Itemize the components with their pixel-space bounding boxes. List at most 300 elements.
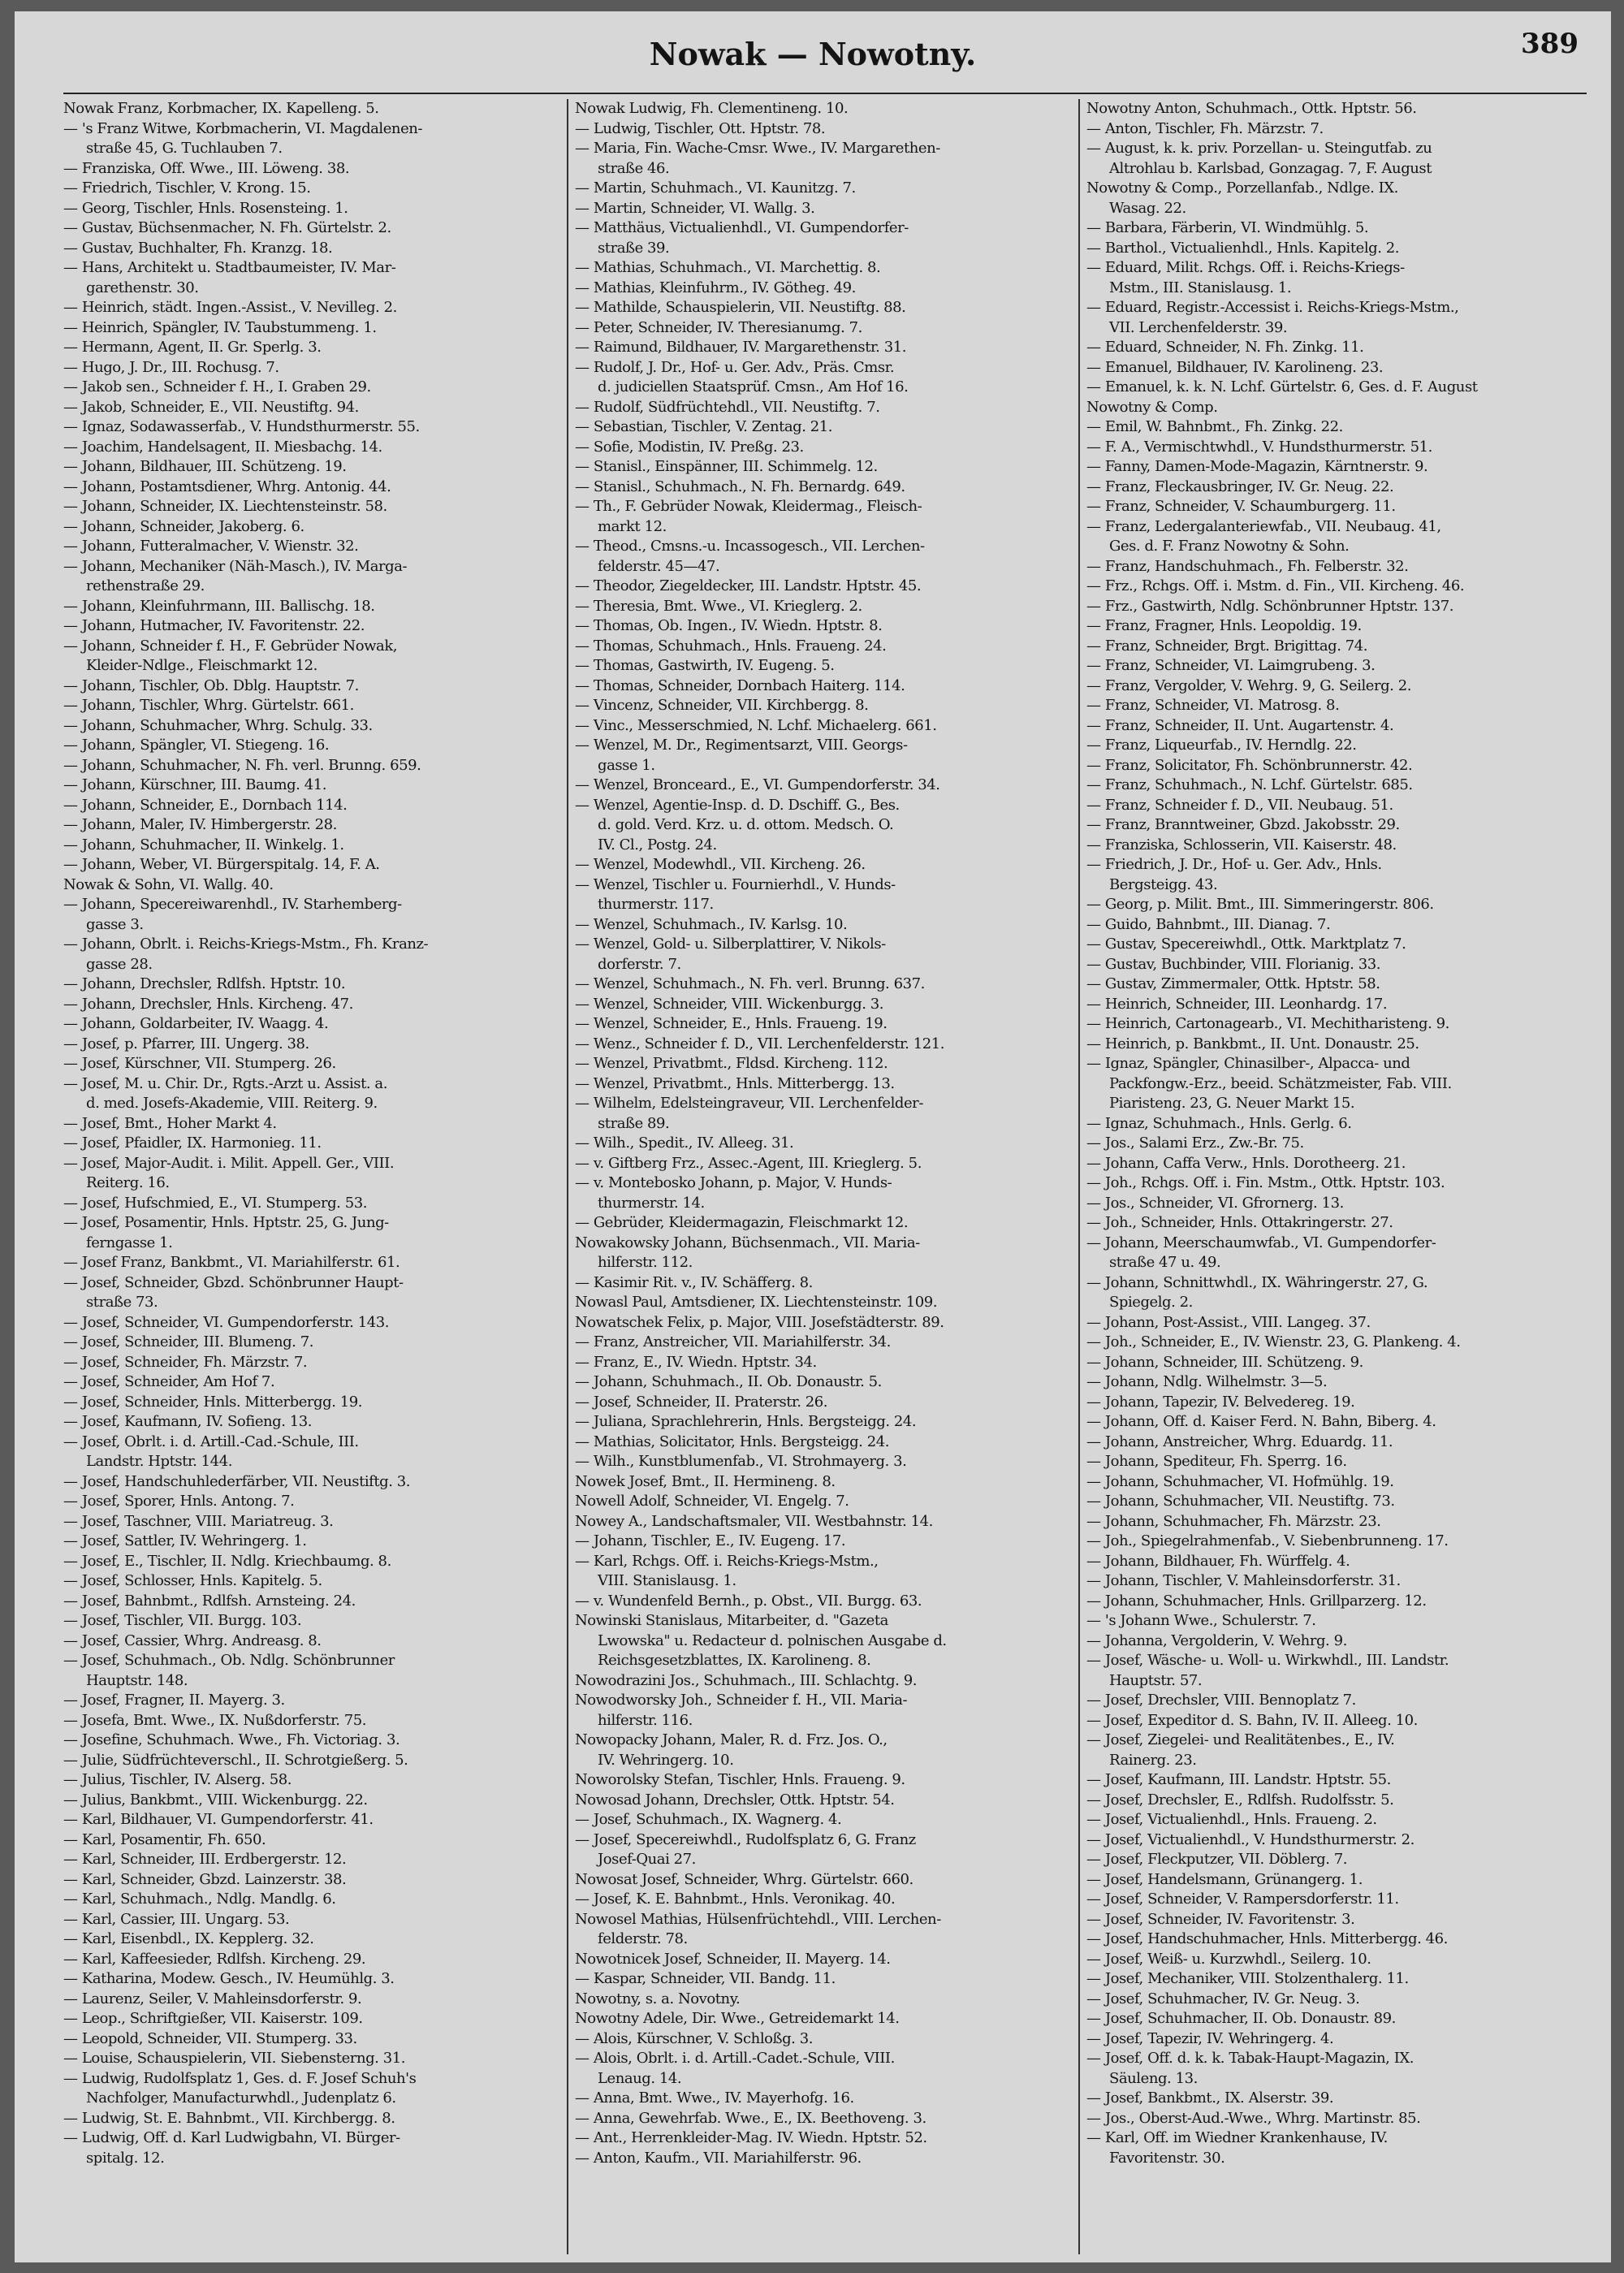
directory-line: — Johann, Goldarbeiter, IV. Waagg. 4. bbox=[63, 1015, 329, 1032]
directory-line: — Josef, Specereiwhdl., Rudolfsplatz 6, G. Franz bbox=[575, 1830, 916, 1848]
directory-line: — Heinrich, Cartonagearb., VI. Mechitharisteng. 9. bbox=[1086, 1015, 1449, 1032]
directory-line: — Josef, E., Tischler, II. Ndlg. Kriechbaumg. 8. bbox=[63, 1552, 391, 1570]
directory-line: — Franz, Schneider f. D., VII. Neubaug. 51. bbox=[1086, 796, 1393, 814]
directory-line: — Josef, Schuhmach., IX. Wagnerg. 4. bbox=[575, 1811, 842, 1828]
directory-line: — Johann, Schneider, Jakoberg. 6. bbox=[63, 517, 304, 535]
directory-line: — Josef, Wäsche- u. Woll- u. Wirkwhdl., III. Landstr. bbox=[1086, 1652, 1449, 1669]
directory-line: — Gustav, Büchsenmacher, N. Fh. Gürtelstr. 2. bbox=[63, 219, 391, 236]
directory-line: — Johann, Spediteur, Fh. Sperrg. 16. bbox=[1086, 1453, 1347, 1470]
directory-line: — Johann, Tischler, Ob. Dblg. Hauptstr. 7. bbox=[63, 676, 359, 694]
directory-line: — Wenz., Schneider f. D., VII. Lerchenfelderstr. 121. bbox=[575, 1035, 944, 1052]
directory-line: — Eduard, Registr.-Accessist i. Reichs-Kriegs-Mstm., bbox=[1086, 299, 1459, 316]
directory-line: — 's Johann Wwe., Schulerstr. 7. bbox=[1086, 1612, 1316, 1629]
directory-line: — Johann, Tapezir, IV. Belvedereg. 19. bbox=[1086, 1393, 1355, 1411]
directory-line: — Josef, Kürschner, VII. Stumperg. 26. bbox=[63, 1055, 336, 1072]
directory-line: — Wenzel, Schuhmach., IV. Karlsg. 10. bbox=[575, 915, 848, 933]
directory-line: — August, k. k. priv. Porzellan- u. Steingutfab. zu bbox=[1086, 140, 1432, 157]
directory-line: Nowotny Adele, Dir. Wwe., Getreidemarkt 14. bbox=[575, 2010, 900, 2027]
directory-line: ferngasse 1. bbox=[86, 1234, 173, 1251]
directory-line: — Wenzel, Bronceard., E., VI. Gumpendorferstr. 34. bbox=[575, 776, 940, 793]
directory-line: Nowodworsky Joh., Schneider f. H., VII. Maria- bbox=[575, 1692, 908, 1709]
directory-line: — Johann, Weber, VI. Bürgerspitalg. 14, F. A. bbox=[63, 856, 380, 873]
directory-line: — Josef, Weiß- u. Kurzwhdl., Seilerg. 10. bbox=[1086, 1950, 1371, 1968]
directory-line: markt 12. bbox=[598, 517, 667, 535]
directory-line: — Rudolf, J. Dr., Hof- u. Ger. Adv., Präs. Cmsr. bbox=[575, 358, 895, 376]
directory-line: d. judiciellen Staatsprüf. Cmsn., Am Hof 16. bbox=[598, 378, 909, 395]
directory-line: — Fanny, Damen-Mode-Magazin, Kärntnerstr. 9. bbox=[1086, 458, 1428, 475]
directory-line: — Josef, Schuhmacher, IV. Gr. Neug. 3. bbox=[1086, 1990, 1360, 2007]
directory-line: — Anna, Bmt. Wwe., IV. Mayerhofg. 16. bbox=[575, 2089, 854, 2107]
directory-line: — Josef, Victualienhdl., Hnls. Fraueng. 2. bbox=[1086, 1811, 1377, 1828]
directory-line: — Karl, Eisenbdl., IX. Kepplerg. 32. bbox=[63, 1930, 314, 1947]
directory-line: felderstr. 45—47. bbox=[598, 557, 720, 575]
directory-line: — Josef, Handelsmann, Grünangerg. 1. bbox=[1086, 1870, 1363, 1888]
directory-line: — Eduard, Milit. Rchgs. Off. i. Reichs-Kriegs- bbox=[1086, 259, 1405, 276]
directory-line: d. med. Josefs-Akademie, VIII. Reiterg. 9. bbox=[86, 1095, 378, 1112]
directory-line: — Josef, Drechsler, VIII. Bennoplatz 7. bbox=[1086, 1692, 1356, 1709]
directory-line: Noworolsky Stefan, Tischler, Hnls. Fraueng. 9. bbox=[575, 1771, 905, 1788]
directory-line: — Franz, Vergolder, V. Wehrg. 9, G. Seilerg. 2. bbox=[1086, 676, 1411, 694]
directory-line: straße 46. bbox=[598, 159, 670, 177]
directory-line: — Katharina, Modew. Gesch., IV. Heumühlg. 3. bbox=[63, 1970, 395, 1987]
directory-line: Nowey A., Landschaftsmaler, VII. Westbahnstr. 14. bbox=[575, 1512, 933, 1530]
directory-line: Nowotny & Comp. bbox=[1086, 398, 1218, 416]
directory-line: — Joachim, Handelsagent, II. Miesbachg. 14. bbox=[63, 438, 382, 456]
directory-line: gasse 28. bbox=[86, 955, 153, 973]
directory-line: — Franziska, Off. Wwe., III. Löweng. 38. bbox=[63, 159, 350, 177]
directory-line: — Johann, Schuhmacher, Fh. Märzstr. 23. bbox=[1086, 1512, 1381, 1530]
directory-line: — Friedrich, J. Dr., Hof- u. Ger. Adv., Hnls. bbox=[1086, 856, 1382, 873]
directory-line: — Stanisl., Schuhmach., N. Fh. Bernardg. 649. bbox=[575, 478, 905, 495]
column-divider bbox=[1078, 99, 1080, 2254]
directory-line: Nowak Ludwig, Fh. Clementineng. 10. bbox=[575, 100, 849, 117]
directory-line: — Wenzel, Schneider, VIII. Wickenburgg. 3. bbox=[575, 995, 884, 1013]
directory-line: — Georg, p. Milit. Bmt., III. Simmeringerstr. 806. bbox=[1086, 896, 1434, 913]
directory-line: d. gold. Verd. Krz. u. d. ottom. Medsch. O. bbox=[598, 816, 894, 833]
directory-line: Nowopacky Johann, Maler, R. d. Frz. Jos. O., bbox=[575, 1731, 888, 1748]
directory-line: Nowotny, s. a. Novotny. bbox=[575, 1990, 741, 2007]
directory-line: — Johann, Schuhmach., II. Ob. Donaustr. 5. bbox=[575, 1373, 882, 1390]
directory-line: — Josef, Expeditor d. S. Bahn, IV. II. Alleeg. 10. bbox=[1086, 1711, 1418, 1729]
directory-line: — Hermann, Agent, II. Gr. Sperlg. 3. bbox=[63, 339, 322, 356]
directory-line: — Ant., Herrenkleider-Mag. IV. Wiedn. Hptstr. 52. bbox=[575, 2129, 927, 2146]
directory-line: Reichsgesetzblattes, IX. Karolineng. 8. bbox=[598, 1652, 871, 1669]
directory-line: — Johann, Tischler, E., IV. Eugeng. 17. bbox=[575, 1532, 846, 1549]
directory-line: — Josef, Kaufmann, IV. Sofieng. 13. bbox=[63, 1413, 313, 1430]
directory-line: Mstm., III. Stanislausg. 1. bbox=[1109, 279, 1292, 296]
directory-line: — Johann, Spängler, VI. Stiegeng. 16. bbox=[63, 737, 330, 754]
directory-line: — Johann, Schuhmacher, Hnls. Grillparzerg. 12. bbox=[1086, 1592, 1427, 1610]
directory-line: — Barthol., Victualienhdl., Hnls. Kapitelg. 2. bbox=[1086, 239, 1400, 257]
directory-line: — Karl, Kaffeesieder, Rdlfsh. Kircheng. 29. bbox=[63, 1950, 366, 1968]
directory-line: straße 45, G. Tuchlauben 7. bbox=[86, 140, 283, 157]
directory-line: — Theod., Cmsns.-u. Incassogesch., VII. Lerchen- bbox=[575, 538, 925, 555]
directory-line: gasse 1. bbox=[598, 756, 655, 774]
directory-line: — Theresia, Bmt. Wwe., VI. Krieglerg. 2. bbox=[575, 597, 862, 615]
directory-line: — Johann, Schuhmacher, VI. Hofmühlg. 19. bbox=[1086, 1472, 1394, 1490]
directory-line: — Josef, Off. d. k. k. Tabak-Haupt-Magazin, IX. bbox=[1086, 2050, 1414, 2067]
directory-line: Nowodrazini Jos., Schuhmach., III. Schlachtg. 9. bbox=[575, 1671, 917, 1689]
directory-line: — Gustav, Buchbinder, VIII. Florianig. 33. bbox=[1086, 955, 1380, 973]
directory-line: — Franz, Fleckausbringer, IV. Gr. Neug. 22. bbox=[1086, 478, 1394, 495]
directory-line: — Josefine, Schuhmach. Wwe., Fh. Victoriag. 3. bbox=[63, 1731, 400, 1748]
column-divider bbox=[567, 99, 568, 2254]
directory-line: — Josef, Bahnbmt., Rdlfsh. Arnsteing. 24. bbox=[63, 1592, 356, 1610]
page-title: Nowak — Nowotny. bbox=[649, 36, 977, 72]
directory-column-3 bbox=[1086, 99, 1583, 2254]
directory-line: — Josef, p. Pfarrer, III. Ungerg. 38. bbox=[63, 1035, 309, 1052]
directory-line: — Johann, Obrlt. i. Reichs-Kriegs-Mstm., Fh. Kranz- bbox=[63, 936, 429, 953]
directory-line: — Karl, Schuhmach., Ndlg. Mandlg. 6. bbox=[63, 1891, 336, 1908]
directory-line: — Martin, Schuhmach., VI. Kaunitzg. 7. bbox=[575, 179, 856, 197]
directory-line: Landstr. Hptstr. 144. bbox=[86, 1453, 232, 1470]
directory-line: — Franz, Schneider, VI. Laimgrubeng. 3. bbox=[1086, 657, 1376, 674]
directory-line: — Maria, Fin. Wache-Cmsr. Wwe., IV. Margarethen- bbox=[575, 140, 940, 157]
directory-line: — Johann, Drechsler, Rdlfsh. Hptstr. 10. bbox=[63, 975, 346, 992]
directory-line: — Josef, Sporer, Hnls. Antong. 7. bbox=[63, 1493, 295, 1510]
directory-line: — Johann, Kürschner, III. Baumg. 41. bbox=[63, 776, 326, 793]
directory-line: — Julius, Tischler, IV. Alserg. 58. bbox=[63, 1771, 292, 1788]
directory-line: Kleider-Ndlge., Fleischmarkt 12. bbox=[86, 657, 317, 674]
directory-line: — Alois, Obrlt. i. d. Artill.-Cadet.-Schule, VIII. bbox=[575, 2050, 895, 2067]
directory-line: — Franz, Handschuhmach., Fh. Felberstr. 32. bbox=[1086, 557, 1409, 575]
directory-line: — Martin, Schneider, VI. Wallg. 3. bbox=[575, 199, 815, 217]
directory-line: — Julius, Bankbmt., VIII. Wickenburgg. 22. bbox=[63, 1791, 368, 1808]
directory-line: Nowak & Sohn, VI. Wallg. 40. bbox=[63, 875, 274, 893]
directory-line: — Louise, Schauspielerin, VII. Siebensterng. 31. bbox=[63, 2050, 405, 2067]
directory-line: — Emil, W. Bahnbmt., Fh. Zinkg. 22. bbox=[1086, 418, 1343, 435]
directory-line: — Franz, E., IV. Wiedn. Hptstr. 34. bbox=[575, 1353, 817, 1371]
directory-line: — Wenzel, Gold- u. Silberplattirer, V. Nikols- bbox=[575, 936, 886, 953]
directory-line: Nowotny Anton, Schuhmach., Ottk. Hptstr. 56. bbox=[1086, 100, 1417, 117]
directory-line: — Sofie, Modistin, IV. Preßg. 23. bbox=[575, 438, 804, 456]
directory-line: — Franz, Liqueurfab., IV. Herndlg. 22. bbox=[1086, 737, 1357, 754]
directory-line: — Franz, Schneider, V. Schaumburgerg. 11. bbox=[1086, 498, 1396, 515]
directory-line: VIII. Stanislausg. 1. bbox=[598, 1572, 736, 1589]
directory-line: — Anna, Gewehrfab. Wwe., E., IX. Beethoveng. 3. bbox=[575, 2109, 926, 2127]
directory-line: — Johann, Specereiwarenhdl., IV. Starhemberg- bbox=[63, 896, 402, 913]
directory-line: — Kaspar, Schneider, VII. Bandg. 11. bbox=[575, 1970, 836, 1987]
directory-line: Altrohlau b. Karlsbad, Gonzagag. 7, F. August bbox=[1109, 159, 1432, 177]
directory-line: — Johann, Ndlg. Wilhelmstr. 3—5. bbox=[1086, 1373, 1328, 1390]
directory-line: VII. Lerchenfelderstr. 39. bbox=[1109, 318, 1288, 336]
directory-line: Lwowska" u. Redacteur d. polnischen Ausgabe d. bbox=[598, 1631, 947, 1649]
directory-column-2 bbox=[575, 99, 1072, 2254]
directory-line: — Emanuel, Bildhauer, IV. Karolineng. 23. bbox=[1086, 358, 1384, 376]
directory-line: — Josef, Schuhmach., Ob. Ndlg. Schönbrunner bbox=[63, 1652, 395, 1669]
directory-line: — Johann, Anstreicher, Whrg. Eduardg. 11. bbox=[1086, 1433, 1393, 1450]
directory-line: Nowosel Mathias, Hülsenfrüchtehdl., VIII. Lerchen- bbox=[575, 1910, 941, 1928]
directory-line: — Johann, Maler, IV. Himbergerstr. 28. bbox=[63, 816, 337, 833]
directory-line: — Josef Franz, Bankbmt., VI. Mariahilferstr. 61. bbox=[63, 1254, 400, 1271]
directory-line: — Wenzel, Agentie-Insp. d. D. Dschiff. G., Bes. bbox=[575, 796, 900, 814]
directory-line: — Josef, Cassier, Whrg. Andreasg. 8. bbox=[63, 1631, 322, 1649]
page-number: 389 bbox=[1521, 28, 1579, 60]
directory-line: — Johann, Schneider, III. Schützeng. 9. bbox=[1086, 1353, 1363, 1371]
directory-line: dorferstr. 7. bbox=[598, 955, 681, 973]
directory-line: — Georg, Tischler, Hnls. Rosensteing. 1. bbox=[63, 199, 348, 217]
directory-line: — F. A., Vermischtwhdl., V. Hundsthurmerstr. 51. bbox=[1086, 438, 1432, 456]
directory-line: — Guido, Bahnbmt., III. Dianag. 7. bbox=[1086, 915, 1331, 933]
directory-line: Packfongw.-Erz., beeid. Schätzmeister, Fab. VIII. bbox=[1109, 1074, 1452, 1092]
directory-line: Nowek Josef, Bmt., II. Hermineng. 8. bbox=[575, 1472, 836, 1490]
directory-line: Nowotnicek Josef, Schneider, II. Mayerg. 14. bbox=[575, 1950, 891, 1968]
directory-line: Nowotny & Comp., Porzellanfab., Ndlge. IX. bbox=[1086, 179, 1398, 197]
directory-line: — Wilh., Kunstblumenfab., VI. Strohmayerg. 3. bbox=[575, 1453, 907, 1470]
directory-line: — Franz, Schneider, II. Unt. Augartenstr. 4. bbox=[1086, 716, 1394, 734]
directory-line: — Wenzel, Schneider, E., Hnls. Fraueng. 19. bbox=[575, 1015, 888, 1032]
directory-line: — Josef, Kaufmann, III. Landstr. Hptstr. 55. bbox=[1086, 1771, 1391, 1788]
directory-line: — Laurenz, Seiler, V. Mahleinsdorferstr. 9. bbox=[63, 1990, 362, 2007]
directory-line: Spiegelg. 2. bbox=[1109, 1294, 1193, 1311]
directory-line: — Josef, Schneider, II. Praterstr. 26. bbox=[575, 1393, 828, 1411]
directory-line: — Josef, Mechaniker, VIII. Stolzenthalerg. 11. bbox=[1086, 1970, 1409, 1987]
directory-line: — Leopold, Schneider, VII. Stumperg. 33. bbox=[63, 2029, 357, 2047]
directory-line: — Joh., Rchgs. Off. i. Fin. Mstm., Ottk. Hptstr. 103. bbox=[1086, 1174, 1445, 1191]
directory-line: — Johann, Schnittwhdl., IX. Währingerstr. 27, G. bbox=[1086, 1273, 1428, 1291]
directory-line: — Hugo, J. Dr., III. Rochusg. 7. bbox=[63, 358, 279, 376]
directory-line: — Wenzel, Schuhmach., N. Fh. verl. Brunng. 637. bbox=[575, 975, 925, 992]
directory-line: — Josef, K. E. Bahnbmt., Hnls. Veronikag. 40. bbox=[575, 1891, 896, 1908]
directory-line: Hauptstr. 148. bbox=[86, 1671, 188, 1689]
directory-line: — Vinc., Messerschmied, N. Lchf. Michaelerg. 661. bbox=[575, 716, 937, 734]
directory-page bbox=[15, 11, 1611, 2262]
header-rule bbox=[63, 93, 1587, 94]
directory-line: — Anton, Tischler, Fh. Märzstr. 7. bbox=[1086, 119, 1324, 137]
directory-line: — Ludwig, St. E. Bahnbmt., VII. Kirchbergg. 8. bbox=[63, 2109, 395, 2127]
directory-line: — Josef, Sattler, IV. Wehringerg. 1. bbox=[63, 1532, 307, 1549]
directory-line: — Gustav, Buchhalter, Fh. Kranzg. 18. bbox=[63, 239, 333, 257]
directory-line: garethenstr. 30. bbox=[86, 279, 199, 296]
directory-line: — Ludwig, Rudolfsplatz 1, Ges. d. F. Josef Schuh's bbox=[63, 2069, 417, 2087]
directory-line: — Thomas, Gastwirth, IV. Eugeng. 5. bbox=[575, 657, 835, 674]
directory-line: — Johann, Mechaniker (Näh-Masch.), IV. Marga- bbox=[63, 557, 408, 575]
directory-line: — Josef, Pfaidler, IX. Harmonieg. 11. bbox=[63, 1134, 322, 1152]
directory-line: Bergsteigg. 43. bbox=[1109, 875, 1218, 893]
directory-line: — Wenzel, Privatbmt., Hnls. Mitterbergg. 13. bbox=[575, 1074, 895, 1092]
directory-line: — Wenzel, Modewhdl., VII. Kircheng. 26. bbox=[575, 856, 866, 873]
directory-line: felderstr. 78. bbox=[598, 1930, 688, 1947]
directory-line: — Sebastian, Tischler, V. Zentag. 21. bbox=[575, 418, 833, 435]
directory-line: — Mathias, Kleinfuhrm., IV. Götheg. 49. bbox=[575, 279, 856, 296]
directory-line: — Johann, Caffa Verw., Hnls. Dorotheerg. 21. bbox=[1086, 1154, 1406, 1172]
directory-line: — Joh., Schneider, E., IV. Wienstr. 23, G. Plankeng. 4. bbox=[1086, 1333, 1461, 1350]
directory-line: straße 47 u. 49. bbox=[1109, 1254, 1221, 1271]
directory-line: — Josef, Bmt., Hoher Markt 4. bbox=[63, 1114, 277, 1132]
directory-line: — Franz, Ledergalanteriewfab., VII. Neubaug. 41, bbox=[1086, 517, 1441, 535]
directory-line: — Josef, Fragner, II. Mayerg. 3. bbox=[63, 1692, 285, 1709]
directory-line: — Johann, Schneider, E., Dornbach 114. bbox=[63, 796, 348, 814]
directory-line: — Johann, Schuhmacher, Whrg. Schulg. 33. bbox=[63, 716, 373, 734]
directory-line: — Josef, Bankbmt., IX. Alserstr. 39. bbox=[1086, 2089, 1334, 2107]
directory-line: — Josef, Obrlt. i. d. Artill.-Cad.-Schule, III. bbox=[63, 1433, 359, 1450]
directory-line: — Franz, Fragner, Hnls. Leopoldig. 19. bbox=[1086, 617, 1362, 634]
directory-line: — Franz, Branntweiner, Gbzd. Jakobsstr. 29. bbox=[1086, 816, 1400, 833]
directory-line: — Rudolf, Südfrüchtehdl., VII. Neustiftg. 7. bbox=[575, 398, 880, 416]
directory-line: — Stanisl., Einspänner, III. Schimmelg. 12. bbox=[575, 458, 878, 475]
directory-line: — Josef, Schneider, IV. Favoritenstr. 3. bbox=[1086, 1910, 1355, 1928]
directory-line: — Anton, Kaufm., VII. Mariahilferstr. 96. bbox=[575, 2149, 862, 2167]
directory-line: — Raimund, Bildhauer, IV. Margarethenstr. 31. bbox=[575, 339, 906, 356]
directory-line: — Johann, Schneider f. H., F. Gebrüder Nowak, bbox=[63, 637, 398, 655]
directory-line: — Kasimir Rit. v., IV. Schäfferg. 8. bbox=[575, 1273, 813, 1291]
directory-line: Nowak Franz, Korbmacher, IX. Kapelleng. 5. bbox=[63, 100, 379, 117]
directory-line: — Josef, Schneider, Gbzd. Schönbrunner Haupt- bbox=[63, 1273, 404, 1291]
directory-line: Nachfolger, Manufacturwhdl., Judenplatz 6. bbox=[86, 2089, 396, 2107]
directory-line: — Th., F. Gebrüder Nowak, Kleidermag., Fleisch- bbox=[575, 498, 922, 515]
directory-line: — Johann, Tischler, V. Mahleinsdorferstr. 31. bbox=[1086, 1572, 1401, 1589]
directory-line: — Johann, Bildhauer, Fh. Würffelg. 4. bbox=[1086, 1552, 1350, 1570]
directory-line: — Alois, Kürschner, V. Schloßg. 3. bbox=[575, 2029, 813, 2047]
directory-line: — Mathias, Schuhmach., VI. Marchettig. 8. bbox=[575, 259, 881, 276]
directory-line: — Jakob sen., Schneider f. H., I. Graben 29. bbox=[63, 378, 371, 395]
directory-line: — Peter, Schneider, IV. Theresianumg. 7. bbox=[575, 318, 862, 336]
directory-line: — Ludwig, Tischler, Ott. Hptstr. 78. bbox=[575, 119, 826, 137]
directory-line: — Leop., Schriftgießer, VII. Kaiserstr. 109. bbox=[63, 2010, 363, 2027]
directory-line: — Jos., Oberst-Aud.-Wwe., Whrg. Martinstr. 85. bbox=[1086, 2109, 1421, 2127]
directory-line: — Karl, Bildhauer, VI. Gumpendorferstr. 41. bbox=[63, 1811, 374, 1828]
directory-line: Nowinski Stanislaus, Mitarbeiter, d. "Gazeta bbox=[575, 1612, 888, 1629]
directory-line: — Johann, Schuhmacher, VII. Neustiftg. 73. bbox=[1086, 1493, 1395, 1510]
directory-line: — Gustav, Zimmermaler, Ottk. Hptstr. 58. bbox=[1086, 975, 1380, 992]
directory-line: Nowasl Paul, Amtsdiener, IX. Liechtensteinstr. 109. bbox=[575, 1294, 938, 1311]
directory-line: — Matthäus, Victualienhdl., VI. Gumpendorfer- bbox=[575, 219, 909, 236]
directory-line: — Johanna, Vergolderin, V. Wehrg. 9. bbox=[1086, 1631, 1347, 1649]
directory-line: — Johann, Futteralmacher, V. Wienstr. 32. bbox=[63, 538, 359, 555]
directory-line: — v. Wundenfeld Bernh., p. Obst., VII. Burgg. 63. bbox=[575, 1592, 922, 1610]
directory-line: — Josef, Tischler, VII. Burgg. 103. bbox=[63, 1612, 302, 1629]
directory-line: — Josef, Schneider, Am Hof 7. bbox=[63, 1373, 275, 1390]
directory-line: — Johann, Post-Assist., VIII. Langeg. 37. bbox=[1086, 1313, 1371, 1331]
directory-line: — Franz, Schneider, Brgt. Brigittag. 74. bbox=[1086, 637, 1368, 655]
directory-line: — Josef, Victualienhdl., V. Hundsthurmerstr. 2. bbox=[1086, 1830, 1415, 1848]
directory-line: — Franz, Schuhmach., N. Lchf. Gürtelstr. 685. bbox=[1086, 776, 1413, 793]
directory-line: — Thomas, Schuhmach., Hnls. Fraueng. 24. bbox=[575, 637, 887, 655]
directory-line: — Franz, Solicitator, Fh. Schönbrunnerstr. 42. bbox=[1086, 756, 1413, 774]
directory-line: — Johann, Off. d. Kaiser Ferd. N. Bahn, Biberg. 4. bbox=[1086, 1413, 1436, 1430]
directory-line: Favoritenstr. 30. bbox=[1109, 2149, 1225, 2167]
directory-line: IV. Cl., Postg. 24. bbox=[598, 836, 717, 853]
directory-line: — Joh., Schneider, Hnls. Ottakringerstr. 27. bbox=[1086, 1214, 1393, 1231]
directory-line: — Johann, Hutmacher, IV. Favoritenstr. 22. bbox=[63, 617, 365, 634]
directory-line: Piaristeng. 23, G. Neuer Markt 15. bbox=[1109, 1095, 1355, 1112]
directory-line: hilferstr. 116. bbox=[598, 1711, 693, 1729]
directory-line: — Josef, Hufschmied, E., VI. Stumperg. 53. bbox=[63, 1194, 367, 1212]
directory-line: Nowatschek Felix, p. Major, VIII. Josefstädterstr. 89. bbox=[575, 1313, 944, 1331]
directory-line: — Franziska, Schlosserin, VII. Kaiserstr. 48. bbox=[1086, 836, 1397, 853]
directory-line: — Ignaz, Sodawasserfab., V. Hundsthurmerstr. 55. bbox=[63, 418, 420, 435]
directory-line: — Johann, Schuhmacher, N. Fh. verl. Brunng. 659. bbox=[63, 756, 421, 774]
directory-line: — Barbara, Färberin, VI. Windmühlg. 5. bbox=[1086, 219, 1369, 236]
directory-line: — Johann, Bildhauer, III. Schützeng. 19. bbox=[63, 458, 347, 475]
directory-line: — Johann, Kleinfuhrmann, III. Ballischg. 18. bbox=[63, 597, 375, 615]
directory-line: — Mathias, Solicitator, Hnls. Bergsteigg. 24. bbox=[575, 1433, 889, 1450]
directory-line: — Vincenz, Schneider, VII. Kirchbergg. 8. bbox=[575, 697, 869, 714]
directory-line: — Theodor, Ziegeldecker, III. Landstr. Hptstr. 45. bbox=[575, 577, 922, 594]
directory-line: — Frz., Rchgs. Off. i. Mstm. d. Fin., VII. Kircheng. 46. bbox=[1086, 577, 1465, 594]
directory-line: — Joh., Spiegelrahmenfab., V. Siebenbrunneng. 17. bbox=[1086, 1532, 1449, 1549]
directory-line: — Heinrich, städt. Ingen.-Assist., V. Nevilleg. 2. bbox=[63, 299, 397, 316]
directory-line: — v. Montebosko Johann, p. Major, V. Hunds- bbox=[575, 1174, 892, 1191]
directory-line: — Wenzel, Privatbmt., Fldsd. Kircheng. 112. bbox=[575, 1055, 888, 1072]
directory-line: — Thomas, Schneider, Dornbach Haiterg. 114. bbox=[575, 676, 905, 694]
page-header bbox=[15, 11, 1611, 93]
directory-line: straße 89. bbox=[598, 1114, 670, 1132]
directory-line: — Josef, Tapezir, IV. Wehringerg. 4. bbox=[1086, 2029, 1334, 2047]
directory-line: spitalg. 12. bbox=[86, 2149, 165, 2167]
directory-line: — Wenzel, M. Dr., Regimentsarzt, VIII. Georgs- bbox=[575, 737, 908, 754]
directory-line: — Karl, Off. im Wiedner Krankenhause, IV. bbox=[1086, 2129, 1388, 2146]
directory-line: Rainerg. 23. bbox=[1109, 1751, 1197, 1769]
directory-line: IV. Wehringerg. 10. bbox=[598, 1751, 734, 1769]
directory-line: — Karl, Schneider, Gbzd. Lainzerstr. 38. bbox=[63, 1870, 347, 1888]
directory-line: — Heinrich, Schneider, III. Leonhardg. 17. bbox=[1086, 995, 1388, 1013]
directory-line: — Josef, Schneider, VI. Gumpendorferstr. 143. bbox=[63, 1313, 389, 1331]
directory-line: — Friedrich, Tischler, V. Krong. 15. bbox=[63, 179, 311, 197]
directory-line: — Josef, M. u. Chir. Dr., Rgts.-Arzt u. Assist. a. bbox=[63, 1074, 387, 1092]
directory-line: — Mathilde, Schauspielerin, VII. Neustiftg. 88. bbox=[575, 299, 906, 316]
directory-line: — Johann, Postamtsdiener, Whrg. Antonig. 44. bbox=[63, 478, 391, 495]
directory-line: — Josef, Major-Audit. i. Milit. Appell. Ger., VIII. bbox=[63, 1154, 395, 1172]
directory-line: — Karl, Cassier, III. Ungarg. 53. bbox=[63, 1910, 290, 1928]
directory-line: straße 39. bbox=[598, 239, 670, 257]
directory-line: Säuleng. 13. bbox=[1109, 2069, 1198, 2087]
directory-line: — Josef, Posamentir, Hnls. Hptstr. 25, G. Jung- bbox=[63, 1214, 389, 1231]
directory-line: — Hans, Architekt u. Stadtbaumeister, IV. Mar- bbox=[63, 259, 396, 276]
directory-line: — Franz, Schneider, VI. Matrosg. 8. bbox=[1086, 697, 1340, 714]
directory-line: — Karl, Posamentir, Fh. 650. bbox=[63, 1830, 266, 1848]
directory-line: — Johann, Meerschaumwfab., VI. Gumpendorfer- bbox=[1086, 1234, 1436, 1251]
directory-line: gasse 3. bbox=[86, 915, 144, 933]
directory-line: — Josef, Schneider, Hnls. Mitterbergg. 19. bbox=[63, 1393, 363, 1411]
directory-line: — v. Giftberg Frz., Assec.-Agent, III. Krieglerg. 5. bbox=[575, 1154, 922, 1172]
directory-line: — Jakob, Schneider, E., VII. Neustiftg. 94. bbox=[63, 398, 359, 416]
directory-column-1 bbox=[63, 99, 560, 2254]
directory-line: Hauptstr. 57. bbox=[1109, 1671, 1203, 1689]
directory-line: — Wilh., Spedit., IV. Alleeg. 31. bbox=[575, 1134, 794, 1152]
directory-line: Wasag. 22. bbox=[1109, 199, 1186, 217]
directory-line: — Josef, Handschuhmacher, Hnls. Mitterbergg. 46. bbox=[1086, 1930, 1448, 1947]
directory-line: Reiterg. 16. bbox=[86, 1174, 170, 1191]
directory-line: — Thomas, Ob. Ingen., IV. Wiedn. Hptstr. 8. bbox=[575, 617, 883, 634]
directory-line: — Johann, Schneider, IX. Liechtensteinstr. 58. bbox=[63, 498, 387, 515]
directory-line: — Heinrich, p. Bankbmt., II. Unt. Donaustr. 25. bbox=[1086, 1035, 1419, 1052]
directory-line: — Josef, Schneider, Fh. Märzstr. 7. bbox=[63, 1353, 308, 1371]
directory-line: rethenstraße 29. bbox=[86, 577, 205, 594]
directory-line: — Josefa, Bmt. Wwe., IX. Nußdorferstr. 75. bbox=[63, 1711, 367, 1729]
directory-line: — Johann, Drechsler, Hnls. Kircheng. 47. bbox=[63, 995, 353, 1013]
directory-line: Nowell Adolf, Schneider, VI. Engelg. 7. bbox=[575, 1493, 849, 1510]
directory-line: — Heinrich, Spängler, IV. Taubstummeng. 1. bbox=[63, 318, 377, 336]
directory-line: Nowosad Johann, Drechsler, Ottk. Hptstr. 54. bbox=[575, 1791, 895, 1808]
directory-line: hilferstr. 112. bbox=[598, 1254, 693, 1271]
directory-line: — Gebrüder, Kleidermagazin, Fleischmarkt 12. bbox=[575, 1214, 909, 1231]
directory-line: — Josef, Ziegelei- und Realitätenbes., E., IV. bbox=[1086, 1731, 1395, 1748]
directory-line: — Julie, Südfrüchteverschl., II. Schrotgießerg. 5. bbox=[63, 1751, 408, 1769]
directory-line: — Josef, Schuhmacher, II. Ob. Donaustr. 89. bbox=[1086, 2010, 1396, 2027]
directory-line: — Wilhelm, Edelsteingraveur, VII. Lerchenfelder- bbox=[575, 1095, 923, 1112]
directory-line: thurmerstr. 117. bbox=[598, 896, 714, 913]
directory-line: Josef-Quai 27. bbox=[598, 1851, 696, 1868]
directory-line: — Frz., Gastwirth, Ndlg. Schönbrunner Hptstr. 137. bbox=[1086, 597, 1453, 615]
directory-line: — Karl, Schneider, III. Erdbergerstr. 12. bbox=[63, 1851, 347, 1868]
directory-line: — Gustav, Specereiwhdl., Ottk. Marktplatz 7. bbox=[1086, 936, 1406, 953]
directory-line: — Johann, Schuhmacher, II. Winkelg. 1. bbox=[63, 836, 344, 853]
directory-line: — Eduard, Schneider, N. Fh. Zinkg. 11. bbox=[1086, 339, 1364, 356]
directory-line: Nowosat Josef, Schneider, Whrg. Gürtelstr. 660. bbox=[575, 1870, 914, 1888]
directory-line: — Johann, Tischler, Whrg. Gürtelstr. 661. bbox=[63, 697, 354, 714]
directory-line: — Josef, Schneider, III. Blumeng. 7. bbox=[63, 1333, 313, 1350]
